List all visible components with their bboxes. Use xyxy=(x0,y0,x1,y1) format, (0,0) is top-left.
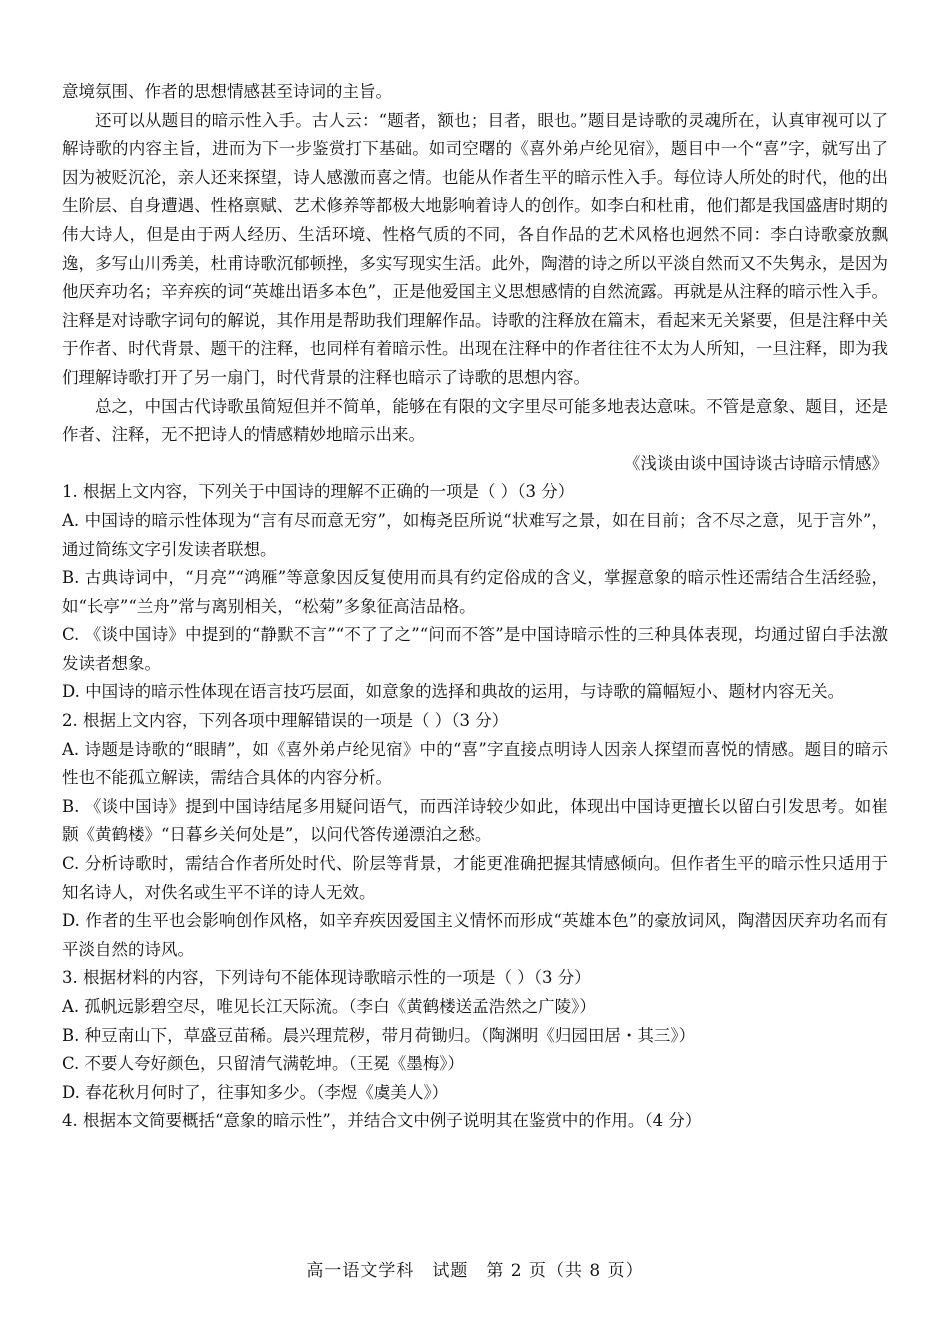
question-1-option-a: A. 中国诗的暗示性体现为“言有尽而意无穷”，如梅尧臣所说“状难写之景，如在目前；含不尽之意，见于言外”，通过简练文字引发读者联想。 xyxy=(62,510,888,559)
question-1-option-b: B. 古典诗词中，“月亮”“鸿雁”等意象因反复使用而具有约定俗成的含义，掌握意象的暗示性还需结合生活经验，如“长亭”“兰舟”常与离别相关，“松菊”多象征高洁品格。 xyxy=(62,568,888,616)
question-2-option-c: C. 分析诗歌时，需结合作者所处时代、阶层等背景，才能更准确把握其情感倾向。但作者生平的暗示性只适用于知名诗人，对佚名或生平不详的诗人无效。 xyxy=(62,854,888,902)
question-3-option-c: C. 不要人夸好颜色，只留清气满乾坤。（王冕《墨梅》） xyxy=(62,1054,465,1074)
question-2-stem: 2. 根据上文内容，下列各项中理解错误的一项是（ ）（3 分） xyxy=(62,711,509,731)
passage-paragraph: 意境氛围、作者的思想情感甚至诗词的主旨。 xyxy=(62,82,392,101)
question-2-option-a: A. 诗题是诗歌的“眼睛”，如《喜外弟卢纶见宿》中的“喜”字直接点明诗人因亲人探望而喜悦的情感。题目的暗示性也不能孤立解读，需结合具体的内容分析。 xyxy=(62,739,888,788)
page-footer: 高一语文学科 试题 第 2 页（共 8 页） xyxy=(306,1261,644,1281)
question-2-option-d: D. 作者的生平也会影响创作风格，如辛弃疾因爱国主义情怀而形成“英雄本色”的豪放词风，陶潜因厌弃功名而有平淡自然的诗风。 xyxy=(62,911,888,959)
question-3-option-b: B. 种豆南山下，草盛豆苗稀。晨兴理荒秽，带月荷锄归。（陶渊明《归园田居・其三》） xyxy=(62,1025,696,1045)
passage-source: 《浅谈由谈中国诗谈古诗暗示情感》 xyxy=(624,453,888,473)
question-3-option-d: D. 春花秋月何时了，往事知多少。（李煜《虞美人》） xyxy=(62,1082,449,1102)
page-content xyxy=(62,78,888,1136)
question-4-stem: 4. 根据本文简要概括“意象的暗示性”，并结合文中例子说明其在鉴赏中的作用。（4 分） xyxy=(62,1111,702,1131)
question-1-option-d: D. 中国诗的暗示性体现在语言技巧层面，如意象的选择和典故的运用，与诗歌的篇幅短小、题材内容无关。 xyxy=(62,682,845,702)
passage-paragraph: 总之，中国古代诗歌虽简短但并不简单，能够在有限的文字里尽可能多地表达意味。不管是意象、题目，还是作者、注释，无不把诗人的情感精妙地暗示出来。 xyxy=(62,396,888,445)
question-1-option-c: C. 《谈中国诗》中提到的“静默不言”“不了了之”“问而不答”是中国诗暗示性的三种具体表现，均通过留白手法激发读者想象。 xyxy=(62,625,888,673)
question-3-stem: 3. 根据材料的内容，下列诗句不能体现诗歌暗示性的一项是（ ）（3 分） xyxy=(62,968,591,988)
question-2-option-b: B. 《谈中国诗》提到中国诗结尾多用疑问语气，而西洋诗较少如此，体现出中国诗更擅长以留白引发思考。如崔颢《黄鹤楼》“日暮乡关何处是”，以问代答传递漂泊之愁。 xyxy=(62,796,888,845)
passage-paragraph: 还可以从题目的暗示性入手。古人云：“题者，额也；目者，眼也。”题目是诗歌的灵魂所在，认真审视可以了解诗歌的内容主旨，进而为下一步鉴赏打下基础。如司空曙的《喜外弟卢纶见宿》，题目中一个“喜”字，就写出了因为被贬沉沦，亲人还来探望，诗人感激而喜之情。也能从作者生平的暗示性入手。每位诗人所处的时代，他的出生阶层、自身遭遇、性格禀赋、艺术修养等都极大地影响着诗人的创作。如李白和杜甫，他们都是我国盛唐时期的伟大诗人，但是由于两人经历、生活环境、性格气质的不同，各自作品的艺术风格也迥然不同：李白诗歌豪放飘逸，多写山川秀美，杜甫诗歌沉郁顿挫，多实写现实生活。此外，陶潜的诗之所以平淡自然而又不失隽永，是因为他厌弃功名；辛弃疾的词“英雄出语多本色”，正是他爱国主义思想感情的自然流露。再就是从注释的暗示性入手。注释是对诗歌字词句的解说，其作用是帮助我们理解作品。诗歌的注释放在篇末，看起来无关紧要，但是注释中关于作者、时代背景、题干的注释，也同样有着暗示性。出现在注释中的作者往往不太为人所知，一旦注释，即为我们理解诗歌打开了另一扇门，时代背景的注释也暗示了诗歌的思想内容。 xyxy=(62,110,888,387)
question-3-option-a: A. 孤帆远影碧空尽，唯见长江天际流。（李白《黄鹤楼送孟浩然之广陵》） xyxy=(62,997,596,1016)
question-1-stem: 1. 根据上文内容，下列关于中国诗的理解不正确的一项是（ ）（3 分） xyxy=(62,482,575,502)
